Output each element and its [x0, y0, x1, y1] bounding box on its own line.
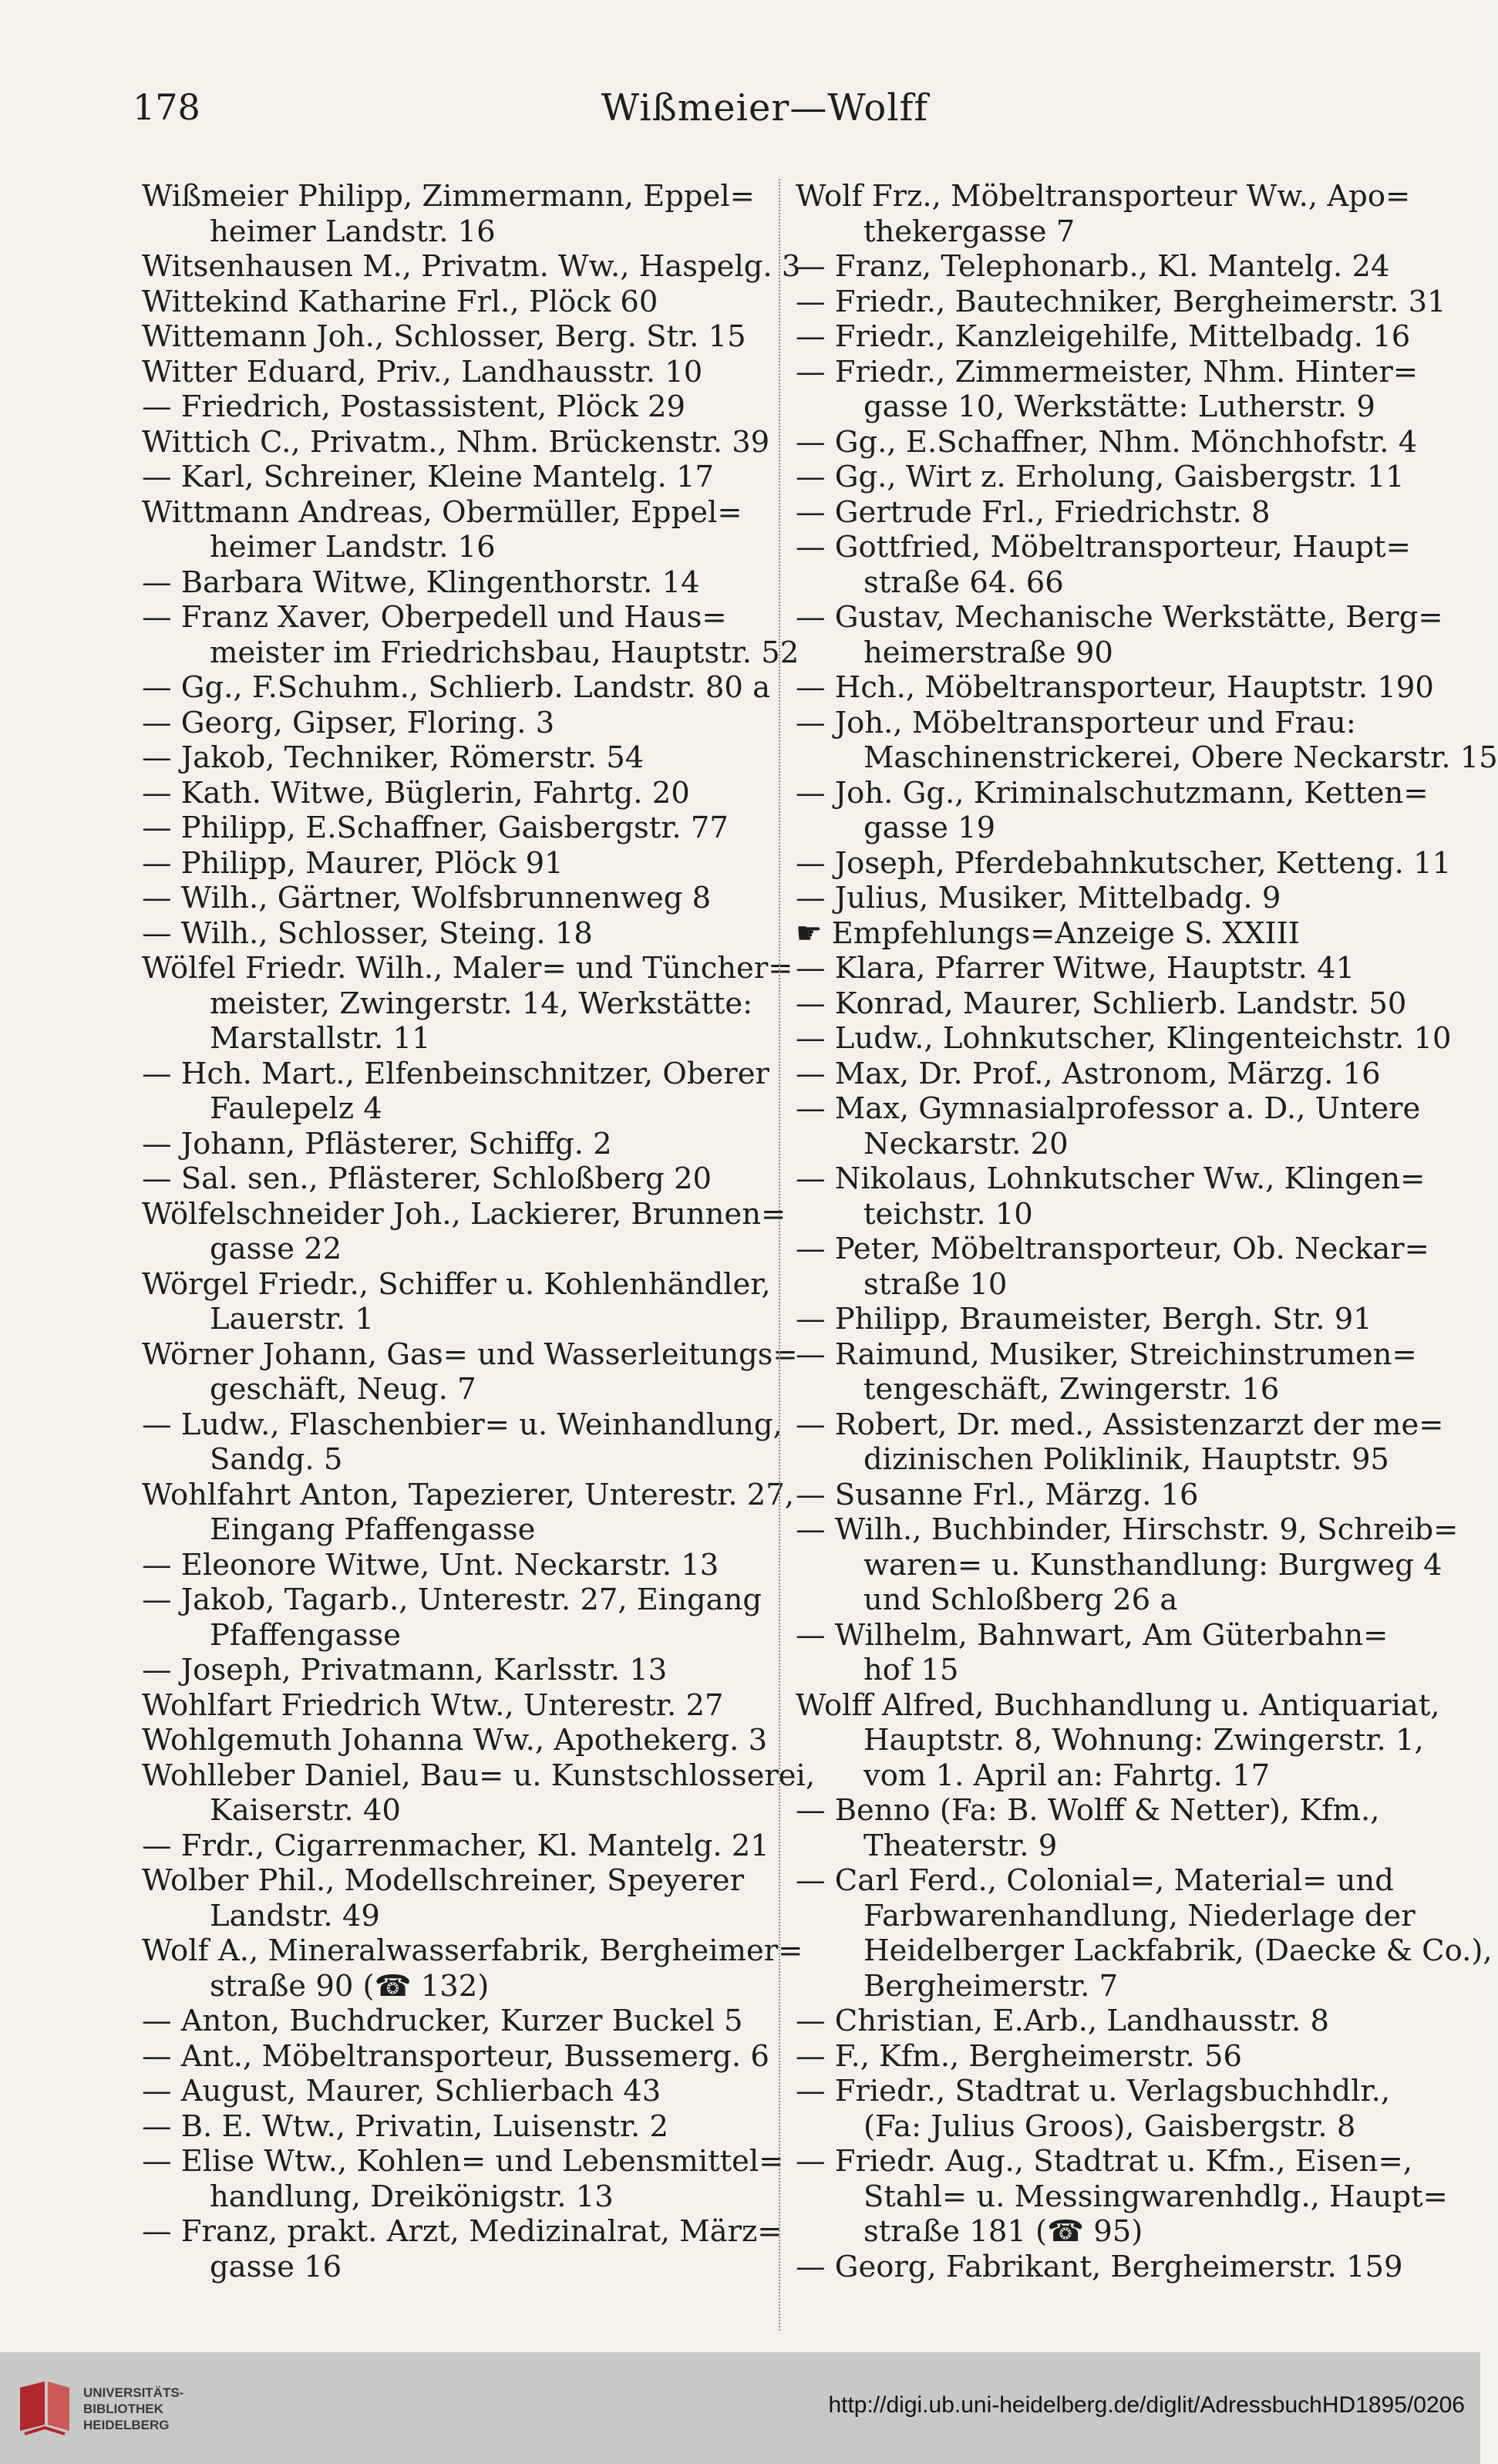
directory-entry: [142, 319, 774, 355]
entry-line: — Philipp, E.Schaffner, Gaisbergstr. 77: [142, 811, 729, 845]
directory-entry: [142, 846, 774, 881]
entry-line: — Friedr., Bautechniker, Bergheimerstr. 31: [796, 284, 1446, 319]
entry-line: Wittemann Joh., Schlosser, Berg. Str. 15: [142, 319, 746, 354]
entry-line: — Christian, E.Arb., Landhausstr. 8: [796, 2004, 1330, 2038]
entry-continuation-line: gasse 16: [210, 2249, 342, 2284]
directory-entry: [142, 1758, 816, 1829]
directory-entry: [142, 425, 774, 460]
directory-entry: [796, 284, 1446, 320]
footer-bar: [0, 2352, 1480, 2464]
directory-entry: [142, 389, 774, 425]
directory-entry: [142, 565, 774, 601]
directory-entry: [142, 1688, 774, 1724]
directory-entry: [142, 1933, 803, 2004]
entry-continuation-line: Heidelberger Lackfabrik, (Daecke & Co.),: [863, 1933, 1493, 1968]
entry-continuation-line: vom 1. April an: Fahrtg. 17: [863, 1758, 1271, 1793]
directory-entry: [796, 319, 1412, 355]
page-title: Wißmeier—Wolff: [601, 86, 929, 130]
directory-entry: [142, 285, 774, 320]
directory-entry: [796, 986, 1412, 1022]
entry-continuation-line: Maschinenstrickerei, Obere Neckarstr. 15: [863, 740, 1498, 775]
entry-line: — Joseph, Privatmann, Karlsstr. 13: [142, 1653, 668, 1687]
entry-continuation-line: meister, Zwingerstr. 14, Werkstätte:: [210, 986, 753, 1021]
entry-continuation-line: geschäft, Neug. 7: [210, 1372, 476, 1407]
entry-line: — Ludw., Flaschenbier= u. Weinhandlung,: [142, 1407, 783, 1442]
entry-line: — Ludw., Lohnkutscher, Klingenteichstr. 10: [796, 1021, 1452, 1056]
directory-entry: [142, 1267, 774, 1337]
directory-entry: [796, 916, 1412, 952]
column-divider: [779, 179, 780, 2331]
directory-entry: [796, 1863, 1493, 2004]
entry-line: — Wilh., Schlosser, Steing. 18: [142, 915, 593, 951]
entry-line: — Georg, Fabrikant, Bergheimerstr. 159: [796, 2249, 1403, 2284]
entry-line: — Friedr., Kanzleigehilfe, Mittelbadg. 16: [796, 319, 1411, 354]
entry-line: Wörgel Friedr., Schiffer u. Kohlenhändler,: [142, 1266, 771, 1302]
entry-continuation-line: Farbwarenhandlung, Niederlage der: [863, 1898, 1416, 1933]
entry-continuation-line: Landstr. 49: [210, 1898, 380, 1933]
directory-entry: [796, 1512, 1459, 1618]
entry-line: — Franz Xaver, Oberpedell und Haus=: [142, 600, 727, 635]
directory-entry: [142, 460, 774, 495]
directory-entry: [142, 495, 774, 565]
directory-entry: [796, 1793, 1412, 1863]
entry-continuation-line: Theaterstr. 9: [863, 1828, 1058, 1863]
logo-line: BIBLIOTHEK: [83, 2402, 163, 2416]
entry-line: — Friedr., Zimmermeister, Nhm. Hinter=: [796, 354, 1419, 389]
entry-line: — Georg, Gipser, Floring. 3: [142, 705, 555, 740]
directory-entry: [796, 249, 1412, 285]
directory-entry: [796, 2250, 1412, 2285]
directory-entry: [142, 881, 774, 916]
library-logo-icon: [14, 2377, 76, 2440]
page-header: [133, 86, 1397, 140]
directory-entry: [796, 424, 1418, 460]
entry-line: — Wilh., Buchbinder, Hirschstr. 9, Schreib=: [796, 1512, 1459, 1547]
entry-continuation-line: waren= u. Kunsthandlung: Burgweg 4: [863, 1547, 1442, 1583]
entry-continuation-line: Lauerstr. 1: [210, 1302, 374, 1336]
entry-continuation-line: dizinischen Poliklinik, Hauptstr. 95: [863, 1442, 1389, 1477]
right-column: [796, 179, 1498, 2284]
entry-continuation-line: straße 181 (☎ 95): [863, 2214, 1143, 2249]
entry-line: Wolf Frz., Möbeltransporteur Ww., Apo=: [796, 179, 1411, 214]
entry-line: — Joseph, Pferdebahnkutscher, Ketteng. 11: [796, 845, 1452, 881]
entry-line: Wolff Alfred, Buchhandlung u. Antiquariat,: [796, 1687, 1440, 1723]
entry-line: — Max, Dr. Prof., Astronom, Märzg. 16: [796, 1056, 1381, 1091]
entry-line: — Susanne Frl., Märzg. 16: [796, 1477, 1199, 1512]
entry-line: — Julius, Musiker, Mittelbadg. 9: [796, 881, 1281, 915]
directory-entry: [142, 2109, 774, 2145]
directory-entry: [142, 1829, 774, 1864]
entry-continuation-line: gasse 19: [863, 811, 996, 845]
directory-entry: [796, 951, 1412, 986]
entry-line: — Kath. Witwe, Büglerin, Fahrtg. 20: [142, 775, 690, 811]
entry-line: — Friedr. Aug., Stadtrat u. Kfm., Eisen=,: [796, 2144, 1412, 2179]
page-number: 178: [133, 86, 200, 128]
directory-entry: [796, 179, 1412, 249]
directory-entry: [796, 705, 1498, 776]
entry-line: — Raimund, Musiker, Streichinstrumen=: [796, 1336, 1417, 1372]
logo-line: HEIDELBERG: [83, 2418, 170, 2432]
library-logo-text: [83, 2385, 183, 2433]
entry-continuation-line: Hauptstr. 8, Wohnung: Zwingerstr. 1,: [863, 1723, 1424, 1758]
directory-entry: [142, 776, 774, 811]
entry-line: — Gg., E.Schaffner, Nhm. Mönchhofstr. 4: [796, 424, 1418, 460]
entry-line: — Jakob, Techniker, Römerstr. 54: [142, 740, 645, 775]
entry-line: — Joh., Möbeltransporteur und Frau:: [796, 705, 1356, 740]
entry-continuation-line: heimerstraße 90: [863, 635, 1113, 670]
directory-entry: [142, 811, 774, 846]
directory-entry: [142, 1196, 786, 1267]
entry-continuation-line: (Fa: Julius Groos), Gaisbergstr. 8: [863, 2108, 1356, 2144]
directory-entry: [142, 179, 774, 249]
entry-continuation-line: straße 64. 66: [863, 565, 1064, 600]
directory-entry: [142, 2074, 774, 2109]
entry-continuation-line: Faulepelz 4: [210, 1091, 382, 1126]
entry-continuation-line: und Schloßberg 26 a: [863, 1583, 1178, 1617]
entry-line: — Gustav, Mechanische Werkstätte, Berg=: [796, 600, 1443, 635]
directory-entry: [142, 2004, 774, 2039]
entry-line: — Benno (Fa: B. Wolff & Netter), Kfm.,: [796, 1793, 1380, 1828]
entry-continuation-line: heimer Landstr. 16: [210, 530, 496, 565]
entry-line: — B. E. Wtw., Privatin, Luisenstr. 2: [142, 2108, 668, 2144]
entry-continuation-line: straße 90 (☎ 132): [210, 1968, 490, 2004]
source-url-link[interactable]: http://digi.ub.uni-heidelberg.de/diglit/AdressbuchHD1895/0206: [828, 2392, 1465, 2418]
directory-entry: [142, 740, 774, 776]
directory-entry: [796, 1687, 1440, 1794]
entry-line: — Friedrich, Postassistent, Plöck 29: [142, 389, 685, 424]
directory-entry: [142, 706, 774, 741]
entry-continuation-line: Kaiserstr. 40: [210, 1793, 401, 1828]
entry-line: Witsenhausen M., Privatm. Ww., Haspelg. 3: [142, 249, 801, 284]
entry-continuation-line: heimer Landstr. 16: [210, 214, 496, 249]
entry-continuation-line: Sandg. 5: [210, 1442, 343, 1477]
entry-line: — Wilhelm, Bahnwart, Am Güterbahn=: [796, 1617, 1389, 1653]
directory-entry: [796, 1618, 1412, 1688]
directory-entry: [142, 916, 774, 952]
entry-line: — Karl, Schreiner, Kleine Mantelg. 17: [142, 460, 714, 494]
directory-entry: [796, 2074, 1412, 2144]
directory-entry: [796, 845, 1452, 881]
entry-line: — Wilh., Gärtner, Wolfsbrunnenweg 8: [142, 881, 712, 915]
entry-line: Wohlgemuth Johanna Ww., Apothekerg. 3: [142, 1723, 768, 1758]
entry-line: Wittmann Andreas, Obermüller, Eppel=: [142, 494, 742, 530]
directory-entry: [796, 1057, 1412, 1092]
directory-entry: [796, 495, 1412, 531]
entry-continuation-line: thekergasse 7: [863, 214, 1076, 249]
directory-entry: [796, 1091, 1421, 1161]
entry-line: Wörner Johann, Gas= und Wasserleitungs=: [142, 1336, 798, 1372]
entry-continuation-line: Stahl= u. Messingwarenhdlg., Haupt=: [863, 2179, 1448, 2214]
entry-continuation-line: gasse 10, Werkstätte: Lutherstr. 9: [863, 389, 1375, 424]
directory-entry: [142, 951, 793, 1057]
directory-entry: [142, 1863, 774, 1933]
directory-entry: [142, 355, 774, 390]
entry-line: — Klara, Pfarrer Witwe, Hauptstr. 41: [796, 951, 1355, 986]
entry-line: Wohlleber Daniel, Bau= u. Kunstschlosserei,: [142, 1758, 816, 1793]
entry-line: — Eleonore Witwe, Unt. Neckarstr. 13: [142, 1547, 719, 1583]
entry-line: — Philipp, Braumeister, Bergh. Str. 91: [796, 1302, 1372, 1336]
directory-entry: [796, 600, 1443, 670]
entry-continuation-line: Pfaffengasse: [210, 1617, 401, 1653]
directory-entry: [142, 1336, 798, 1407]
directory-entry: [142, 249, 801, 285]
directory-entry: [796, 1232, 1429, 1302]
entry-line: — Hch., Möbeltransporteur, Hauptstr. 190: [796, 670, 1434, 705]
directory-entry: [796, 1407, 1444, 1478]
entry-line: — Carl Ferd., Colonial=, Material= und: [796, 1863, 1394, 1898]
directory-entry: [796, 2144, 1448, 2250]
entry-continuation-line: meister im Friedrichsbau, Hauptstr. 52: [210, 635, 799, 670]
entry-line: — August, Maurer, Schlierbach 43: [142, 2074, 661, 2108]
entry-line: — Robert, Dr. med., Assistenzarzt der me=: [796, 1407, 1444, 1442]
entry-line: Wolber Phil., Modellschreiner, Speyerer: [142, 1863, 744, 1898]
directory-entry: [142, 1548, 774, 1583]
entry-continuation-line: straße 10: [863, 1266, 1008, 1302]
directory-entry: [796, 2039, 1412, 2075]
entry-line: Witter Eduard, Priv., Landhausstr. 10: [142, 354, 703, 389]
directory-entry: [142, 1477, 794, 1548]
entry-line: — Nikolaus, Lohnkutscher Ww., Klingen=: [796, 1161, 1426, 1196]
entry-line: — Gottfried, Möbeltransporteur, Haupt=: [796, 530, 1411, 565]
entry-line: — Sal. sen., Pflästerer, Schloßberg 20: [142, 1161, 712, 1196]
logo-line: UNIVERSITÄTS-: [83, 2385, 184, 2400]
entry-continuation-line: Bergheimerstr. 7: [863, 1968, 1119, 2004]
directory-entry: [142, 1583, 774, 1653]
entry-line: — F., Kfm., Bergheimerstr. 56: [796, 2038, 1242, 2074]
entry-line: — Konrad, Maurer, Schlierb. Landstr. 50: [796, 986, 1407, 1021]
directory-entry: [142, 1407, 783, 1478]
directory-entry: [142, 2214, 783, 2284]
directory-entry: [142, 600, 799, 670]
entry-line: — Anton, Buchdrucker, Kurzer Buckel 5: [142, 2004, 743, 2038]
entry-line: — Franz, Telephonarb., Kl. Mantelg. 24: [796, 249, 1390, 284]
directory-entry: [142, 2039, 774, 2075]
entry-continuation-line: Neckarstr. 20: [863, 1126, 1069, 1161]
directory-entry: [796, 1336, 1417, 1407]
directory-entry: [142, 1161, 774, 1197]
entry-line: — Friedr., Stadtrat u. Verlagsbuchhdlr.,: [796, 2074, 1391, 2108]
entry-line: — Johann, Pflästerer, Schiffg. 2: [142, 1126, 612, 1161]
entry-line: — Hch. Mart., Elfenbeinschnitzer, Oberer: [142, 1056, 769, 1091]
entry-line: — Elise Wtw., Kohlen= und Lebensmittel=: [142, 2144, 784, 2179]
entry-line: — Barbara Witwe, Klingenthorstr. 14: [142, 565, 700, 600]
entry-line: — Frdr., Cigarrenmacher, Kl. Mantelg. 21: [142, 1828, 769, 1863]
entry-line: — Gertrude Frl., Friedrichstr. 8: [796, 494, 1271, 530]
entry-line: Wohlfart Friedrich Wtw., Unterestr. 27: [142, 1687, 724, 1723]
directory-entry: [796, 881, 1412, 916]
entry-line: ☛ Empfehlungs=Anzeige S. XXIII: [796, 915, 1300, 951]
directory-entry: [142, 670, 774, 706]
entry-line: — Gg., F.Schuhm., Schlierb. Landstr. 80 a: [142, 670, 771, 705]
entry-line: Wolf A., Mineralwasserfabrik, Bergheimer=: [142, 1933, 803, 1968]
entry-continuation-line: Marstallstr. 11: [210, 1021, 431, 1056]
entry-line: Wölfelschneider Joh., Lackierer, Brunnen=: [142, 1196, 786, 1232]
left-column: [142, 179, 816, 2284]
entry-continuation-line: handlung, Dreikönigstr. 13: [210, 2179, 614, 2214]
directory-entry: [796, 1161, 1426, 1232]
entry-line: — Philipp, Maurer, Plöck 91: [142, 845, 564, 881]
entry-line: Wohlfahrt Anton, Tapezierer, Unterestr. 27,: [142, 1477, 794, 1512]
entry-line: — Max, Gymnasialprofessor a. D., Untere: [796, 1091, 1421, 1126]
directory-entry: [796, 460, 1412, 495]
directory-entry: [142, 1723, 774, 1758]
entry-line: Wölfel Friedr. Wilh., Maler= und Tüncher=: [142, 951, 793, 986]
entry-line: — Gg., Wirt z. Erholung, Gaisbergstr. 11: [796, 460, 1405, 494]
entry-line: Wißmeier Philipp, Zimmermann, Eppel=: [142, 179, 755, 214]
entry-continuation-line: gasse 22: [210, 1232, 342, 1266]
library-logo[interactable]: [14, 2377, 222, 2446]
directory-entry: [796, 530, 1412, 600]
entry-continuation-line: hof 15: [863, 1653, 959, 1687]
directory-entry: [142, 1127, 774, 1162]
directory-entry: [796, 1302, 1412, 1337]
directory-entry: [796, 2004, 1412, 2039]
entry-line: Wittekind Katharine Frl., Plöck 60: [142, 284, 658, 319]
entry-line: — Joh. Gg., Kriminalschutzmann, Ketten=: [796, 775, 1429, 811]
directory-entry: [796, 775, 1429, 846]
entry-line: — Franz, prakt. Arzt, Medizinalrat, März=: [142, 2214, 783, 2249]
directory-entry: [142, 1057, 774, 1127]
entry-line: — Peter, Möbeltransporteur, Ob. Neckar=: [796, 1232, 1429, 1266]
directory-entry: [796, 670, 1434, 706]
entry-continuation-line: tengeschäft, Zwingerstr. 16: [863, 1372, 1280, 1407]
directory-entry: [796, 1478, 1412, 1513]
directory-entry: [142, 1653, 774, 1688]
directory-entry: [796, 1021, 1452, 1057]
entry-continuation-line: Eingang Pfaffengasse: [210, 1512, 536, 1547]
entry-line: — Ant., Möbeltransporteur, Bussemerg. 6: [142, 2038, 769, 2074]
entry-line: Wittich C., Privatm., Nhm. Brückenstr. 39: [142, 424, 770, 460]
directory-entry: [142, 2144, 784, 2214]
entry-line: — Jakob, Tagarb., Unterestr. 27, Eingang: [142, 1583, 762, 1617]
entry-continuation-line: teichstr. 10: [863, 1196, 1033, 1232]
directory-entry: [796, 354, 1419, 425]
